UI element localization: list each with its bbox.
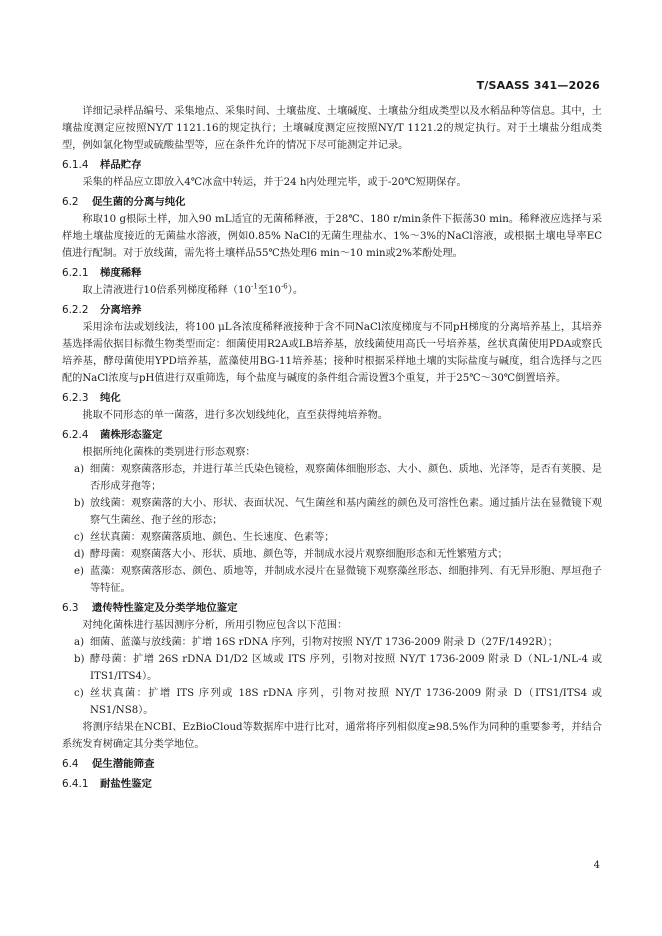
list-item-text: 丝状真菌：扩增 ITS 序列或 18S rDNA 序列，引物对按照 NY/T 1736-2009 附录 D（ITS1/ITS4 或 NS1/NS8）。 (90, 688, 602, 716)
heading-6-2-2 (62, 299, 602, 319)
purification-text: 挑取不同形态的单一菌落，进行多次划线纯化，直至获得纯培养物。 (82, 410, 389, 421)
list-item-text: 放线菌：观察菌落的大小、形状、表面状况、气生菌丝和基内菌丝的颜色及可溶性色素。通过插片法在显微镜下观察气生菌丝、孢子丝的形态； (90, 498, 602, 526)
heading-number: 6.1.4 (62, 159, 89, 171)
list-item (62, 634, 602, 651)
heading-number: 6.3 (62, 602, 79, 614)
list-marker: d) (74, 549, 85, 560)
list-item-text: 酵母菌：扩增 26S rDNA D1/D2 区域或 ITS 序列，引物对按照 NY/T 1736-2009 附录 D（NL-1/NL-4 或 ITS1/ITS4）。 (90, 654, 602, 682)
dilution-text-a: 取上清液进行10倍系列梯度稀释（10 (82, 285, 251, 296)
heading-number: 6.2.2 (62, 304, 89, 316)
list-item-text: 细菌、蓝藻与放线菌：扩增 16S rDNA 序列，引物对按照 NY/T 1736-2009 附录 D（27F/1492R）； (90, 637, 558, 648)
heading-6-2-4 (62, 424, 602, 444)
dilution-exp-b: -6 (280, 282, 288, 291)
list-item-text: 酵母菌：观察菌落大小、形状、质地、颜色等，并制成水浸片观察细胞形态和无性繁殖方式； (90, 549, 508, 560)
list-item-text: 蓝藻：观察菌落形态、颜色、质地等，并制成水浸片在显微镜下观察藻丝形态、细胞排列、有无异形胞、厚垣孢子等特征。 (90, 566, 602, 594)
heading-title: 菌株形态鉴定 (100, 429, 163, 441)
isolation-text: 称取10 g根际土样，加入90 mL适宜的无菌稀释液，于28℃、180 r/min条件下振荡30 min。稀释液应选择与采样地土壤盐度接近的无菌盐水溶液，例如0.85% NaCl的无菌生理盐水、1%～3%的NaCl溶液，或根据土壤电导率EC值进行配制。对于放线菌，需先将土壤样品55℃热处理6 min～10 min或2%苯酚处理。 (62, 214, 602, 259)
list-item (62, 685, 602, 719)
dilution-text-c: ）。 (287, 285, 304, 296)
list-item (62, 563, 602, 597)
culture-text: 采用涂布法或划线法，将100 μL各浓度稀释液接种于含不同NaCl浓度梯度与不同pH梯度的分离培养基上，其培养基选择需依据目标微生物类型而定：细菌使用R2A或LB培养基，放线菌使用高氏一号培养基，丝状真菌使用PDA或察氏培养基，酵母菌使用YPD培养基，蓝藻使用BG-11培养基；接种时根据采样地土壤的实际盐度与碱度，组合选择与之匹配的NaCl浓度与pH值进行双重筛选，每个盐度与碱度的条件组合需设置3个重复，并于25℃～30℃倒置培养。 (62, 322, 602, 384)
heading-6-2-3 (62, 387, 602, 407)
list-item (62, 546, 602, 563)
dilution-text (62, 282, 602, 299)
heading-number: 6.2 (62, 196, 79, 208)
heading-title: 样品贮存 (100, 159, 142, 171)
list-marker: e) (74, 566, 85, 577)
heading-6-2-1 (62, 262, 602, 282)
heading-number: 6.4.1 (62, 778, 89, 790)
list-item-text: 细菌：观察菌落形态，并进行革兰氏染色镜检，观察菌体细胞形态、大小、颜色、质地、光泽等，是否有荚膜、是否形成芽孢等； (90, 464, 602, 492)
list-marker: a) (74, 637, 85, 648)
heading-title: 促生潜能筛查 (92, 758, 155, 770)
heading-title: 遗传特性鉴定及分类学地位鉴定 (92, 602, 238, 614)
dilution-text-b: 至10 (257, 285, 281, 296)
sample-storage-text: 采集的样品应立即放入4℃冰盒中转运，并于24 h内处理完毕，或于-20℃短期保存。 (82, 177, 467, 188)
heading-number: 6.2.1 (62, 267, 89, 279)
document-code: T/SAASS 341—2026 (476, 79, 600, 92)
list-item-text: 丝状真菌：观察菌落质地、颜色、生长速度、色素等； (90, 532, 335, 543)
heading-title: 纯化 (100, 392, 121, 404)
dilution-exp-a: -1 (250, 282, 258, 291)
page-number: 4 (593, 860, 600, 871)
heading-title: 促生菌的分离与纯化 (92, 196, 186, 208)
list-marker: c) (74, 532, 84, 543)
heading-title: 耐盐性鉴定 (100, 778, 152, 790)
list-item (62, 529, 602, 546)
list-marker: a) (74, 464, 85, 475)
primer-list (62, 634, 602, 719)
morphology-list (62, 461, 602, 597)
heading-6-3 (62, 597, 602, 617)
morphology-intro: 根据所纯化菌株的类别进行形态观察： (82, 447, 256, 458)
list-item (62, 461, 602, 495)
heading-number: 6.2.3 (62, 392, 89, 404)
heading-title: 分离培养 (100, 304, 142, 316)
page-content (62, 103, 602, 793)
heading-number: 6.2.4 (62, 429, 89, 441)
heading-6-1-4 (62, 154, 602, 174)
list-item (62, 651, 602, 685)
heading-6-4-1 (62, 773, 602, 793)
heading-6-2 (62, 191, 602, 211)
sequencing-intro: 对纯化菌株进行基因测序分析，所用引物应包含以下范围： (82, 620, 348, 631)
intro-paragraph: 详细记录样品编号、采集地点、采集时间、土壤盐度、土壤碱度、土壤盐分组成类型以及水稻品种等信息。其中，土壤盐度测定应按照NY/T 1121.16的规定执行；土壤碱度测定应按照NY/T 1121.2的规定执行。对于土壤盐分组成类型，例如氯化物型或硫酸盐型等，应在条件允许的情况下尽可能测定并记录。 (62, 106, 602, 151)
list-marker: c) (74, 688, 84, 699)
heading-title: 梯度稀释 (100, 267, 142, 279)
list-marker: b) (74, 654, 85, 665)
list-item (62, 495, 602, 529)
alignment-text: 将测序结果在NCBI、EzBioCloud等数据库中进行比对，通常将序列相似度≥98.5%作为同种的重要参考，并结合系统发育树确定其分类学地位。 (62, 722, 602, 750)
heading-number: 6.4 (62, 758, 79, 770)
heading-6-4 (62, 753, 602, 773)
list-marker: b) (74, 498, 85, 509)
